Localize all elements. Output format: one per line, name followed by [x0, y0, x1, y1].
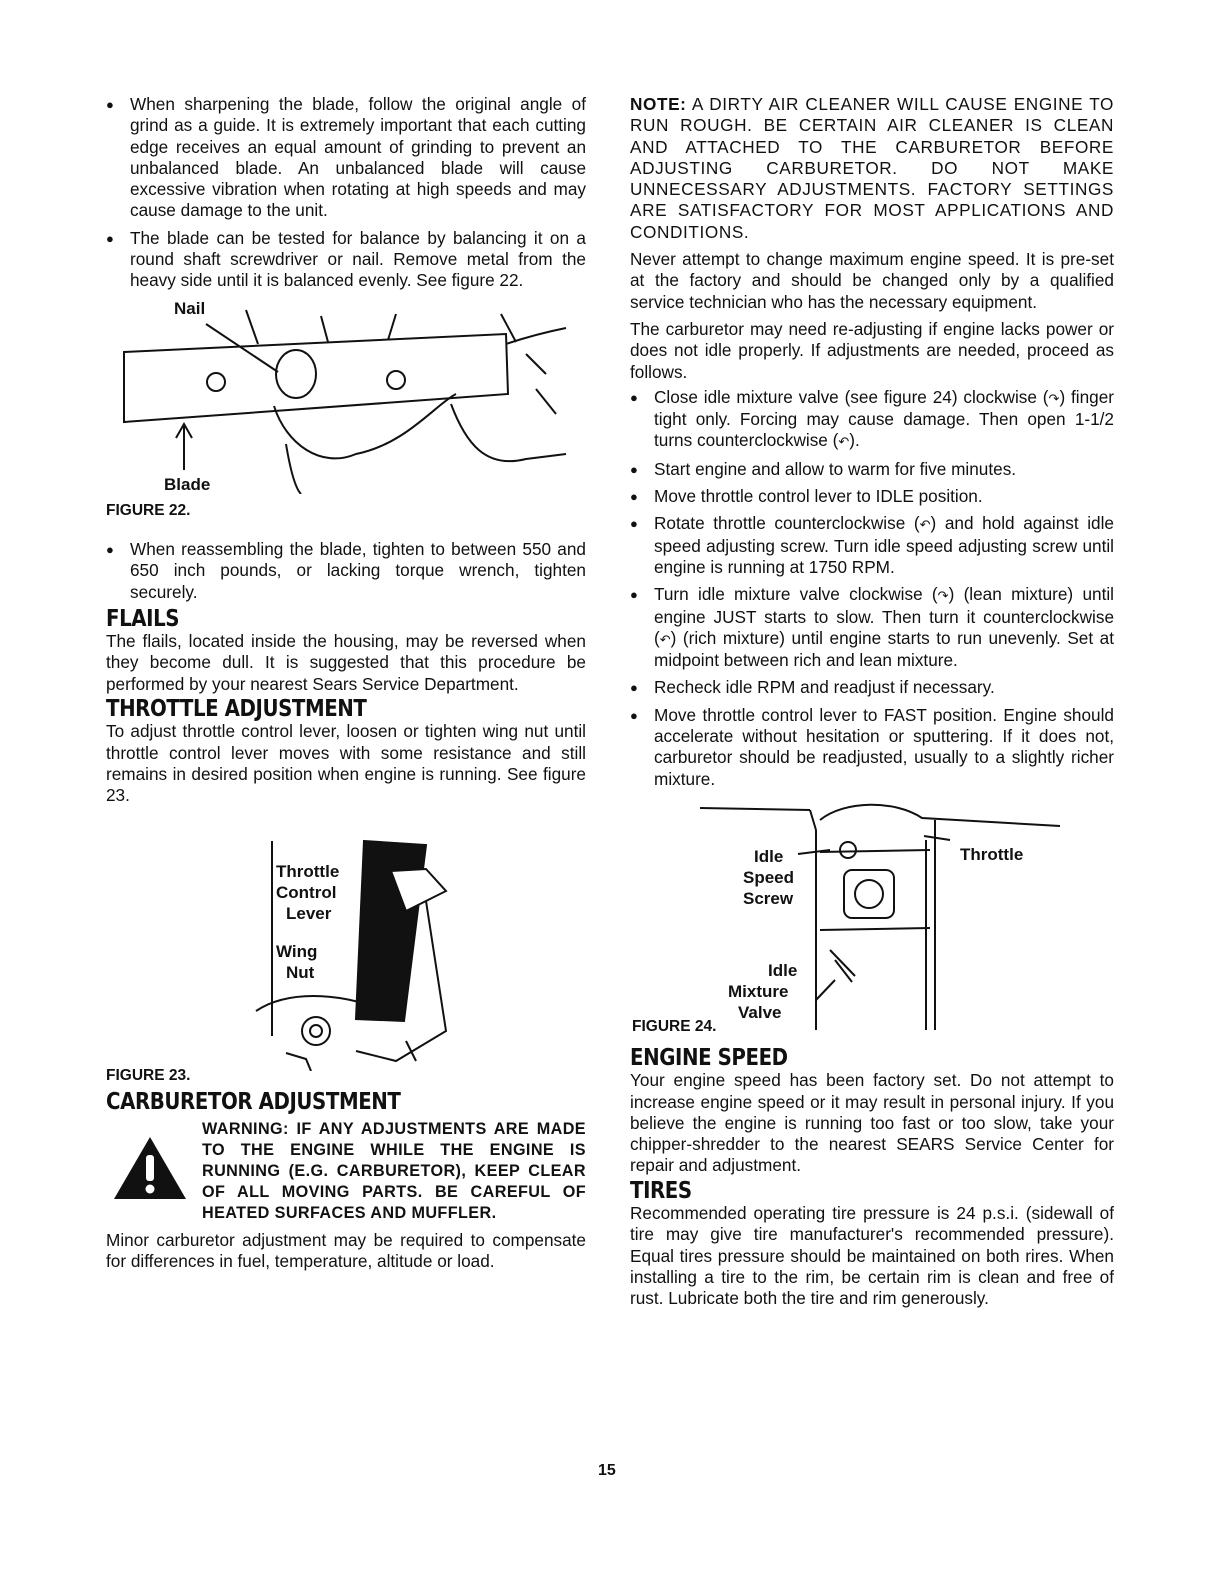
fig24-label-idle-mixture-line1: Idle: [768, 960, 798, 980]
fig24-label-mixture: Mixture: [728, 981, 789, 1001]
clockwise-icon: ↷: [937, 588, 949, 604]
bullet-reassembling: ● When reassembling the blade, tighten to between 550 and 650 inch pounds, or lacking torque wrench, tighten securely.: [106, 539, 586, 603]
max-speed-text: Never attempt to change maximum engine speed. It is pre-set at the factory and should be changed only by a qualified service technician who has the necessary equipment.: [630, 249, 1114, 312]
engine-speed-text: Your engine speed has been factory set. Do not attempt to increase engine speed or it may result in personal injury. If you believe the engine is running too fast or too slow, take your chipper-shredder to the nearest SEARS Service Center for repair and adjustment.: [630, 1070, 1114, 1176]
figure-22: [106, 294, 586, 521]
step-idle-mixture-valve: ● Turn idle mixture valve clockwise (↷) (lean mixture) until engine JUST starts to slow. Then turn it counterclockwise (↶) (rich mixture) until engine starts to run unevenly. Set at midpoint between rich and lean mixture.: [630, 584, 1114, 671]
step-recheck-rpm: ● Recheck idle RPM and readjust if necessary.: [630, 677, 1114, 698]
counterclockwise-icon: ↶: [659, 631, 671, 647]
step-close-idle-mixture: ● Close idle mixture valve (see figure 24) clockwise (↷) finger tight only. Forcing may cause damage. Then open 1-1/2 turns counterclockwise (↶).: [630, 387, 1114, 453]
heading-tires: TIRES: [630, 1177, 692, 1204]
fig24-caption: FIGURE 24.: [632, 1017, 717, 1035]
fig22-caption: FIGURE 22.: [106, 501, 191, 519]
note-label: NOTE:: [630, 94, 687, 114]
counterclockwise-icon: ↶: [838, 434, 850, 450]
heading-throttle-adjustment: THROTTLE ADJUSTMENT: [106, 696, 367, 723]
bullet-balance-test: ● The blade can be tested for balance by balancing it on a round shaft screwdriver or nail. Remove metal from the heavy side until it is balanced evenly. See figure 22.: [106, 228, 586, 292]
fig23-label-nut: Nut: [286, 962, 315, 982]
tires-text: Recommended operating tire pressure is 24 p.s.i. (sidewall of tire may give tire manufacturer's recommended pressure). Equal tires pressure should be maintained on both rires. When installing a tire to the rim, be certain rim is clean and free of rust. Lubricate both the tire and rim generously.: [630, 1202, 1114, 1309]
fig24-label-idle: Idle: [754, 846, 784, 866]
fig24-label-speed: Speed: [743, 867, 795, 887]
carburetor-steps: [630, 387, 1114, 790]
figure-23: [106, 821, 586, 1086]
blade-illustration: [106, 294, 586, 494]
counterclockwise-icon: ↶: [919, 517, 931, 533]
readjust-text: The carburetor may need re-adjusting if engine lacks power or does not idle properly. If adjustments are needed, proceed as follows.: [630, 318, 1114, 382]
left-column: [106, 94, 586, 1273]
fig24-label-screw: Screw: [743, 888, 794, 908]
heading-engine-speed: ENGINE SPEED: [630, 1044, 788, 1071]
page-number: 15: [598, 1462, 616, 1479]
right-column: [630, 94, 1114, 1309]
fig23-label-throttle: Throttle: [276, 861, 340, 881]
heading-carburetor-adjustment: CARBURETOR ADJUSTMENT: [106, 1088, 401, 1115]
warning-block: [106, 1119, 586, 1224]
fig23-caption: FIGURE 23.: [106, 1066, 191, 1084]
figure-24: [630, 800, 1114, 1036]
warning-triangle-icon: [112, 1135, 188, 1201]
throttle-lever-illustration: [106, 821, 586, 1071]
fig23-label-control: Control: [276, 882, 337, 902]
fig24-label-throttle: Throttle: [960, 844, 1024, 864]
warning-text: WARNING: IF ANY ADJUSTMENTS ARE MADE TO THE ENGINE WHILE THE ENGINE IS RUNNING (E.G. CARBURETOR), KEEP CLEAR OF ALL MOVING PARTS. BE CAREFUL OF HEATED SURFACES AND MUFFLER.: [202, 1120, 586, 1223]
step-start-engine: ● Start engine and allow to warm for five minutes.: [630, 459, 1114, 480]
flails-text: The flails, located inside the housing, may be reversed when they become dull. It is suggested that this procedure be performed by your nearest Sears Service Department.: [106, 631, 586, 694]
carburetor-illustration: [630, 800, 1114, 1036]
bullet-sharpening: ● When sharpening the blade, follow the original angle of grind as a guide. It is extremely important that each cutting edge receives an equal amount of grinding to prevent an unbalanced blade. An unbalanced blade will cause excessive vibration when rotating at high speeds and may cause damage to the unit.: [106, 94, 586, 222]
fig23-label-wing: Wing: [276, 941, 318, 961]
fig23-label-lever: Lever: [286, 903, 332, 923]
heading-flails: FLAILS: [106, 605, 180, 632]
clockwise-icon: ↷: [1048, 390, 1060, 406]
throttle-text: To adjust throttle control lever, loosen or tighten wing nut until throttle control lever moves with some resistance and still remains in desired position when engine is running. See figure 23.: [106, 721, 586, 806]
step-rotate-throttle: ● Rotate throttle counterclockwise (↶) and hold against idle speed adjusting screw. Turn idle speed adjusting screw until engine is running at 1750 RPM.: [630, 513, 1114, 578]
step-fast-position: ● Move throttle control lever to FAST position. Engine should accelerate without hesitation or sputtering. If it does not, carburetor should be readjusted, usually to a slightly richer mixture.: [630, 705, 1114, 790]
fig22-label-blade: Blade: [164, 474, 211, 494]
carburetor-text: Minor carburetor adjustment may be required to compensate for differences in fuel, temperature, altitude or load.: [106, 1230, 586, 1272]
note-text: A DIRTY AIR CLEANER WILL CAUSE ENGINE TO RUN ROUGH. BE CERTAIN AIR CLEANER IS CLEAN AND ATTACHED TO THE CARBURETOR BEFORE ADJUSTING CARBURETOR. DO NOT MAKE UNNECESSARY ADJUSTMENTS. FACTORY SETTINGS ARE SATISFACTORY FOR MOST APPLICATIONS AND CONDITIONS.: [630, 94, 1115, 242]
step-throttle-idle: ● Move throttle control lever to IDLE position.: [630, 486, 1114, 507]
fig22-label-nail: Nail: [174, 298, 206, 318]
note-air-cleaner: [630, 94, 1114, 243]
fig24-label-valve: Valve: [738, 1002, 782, 1022]
